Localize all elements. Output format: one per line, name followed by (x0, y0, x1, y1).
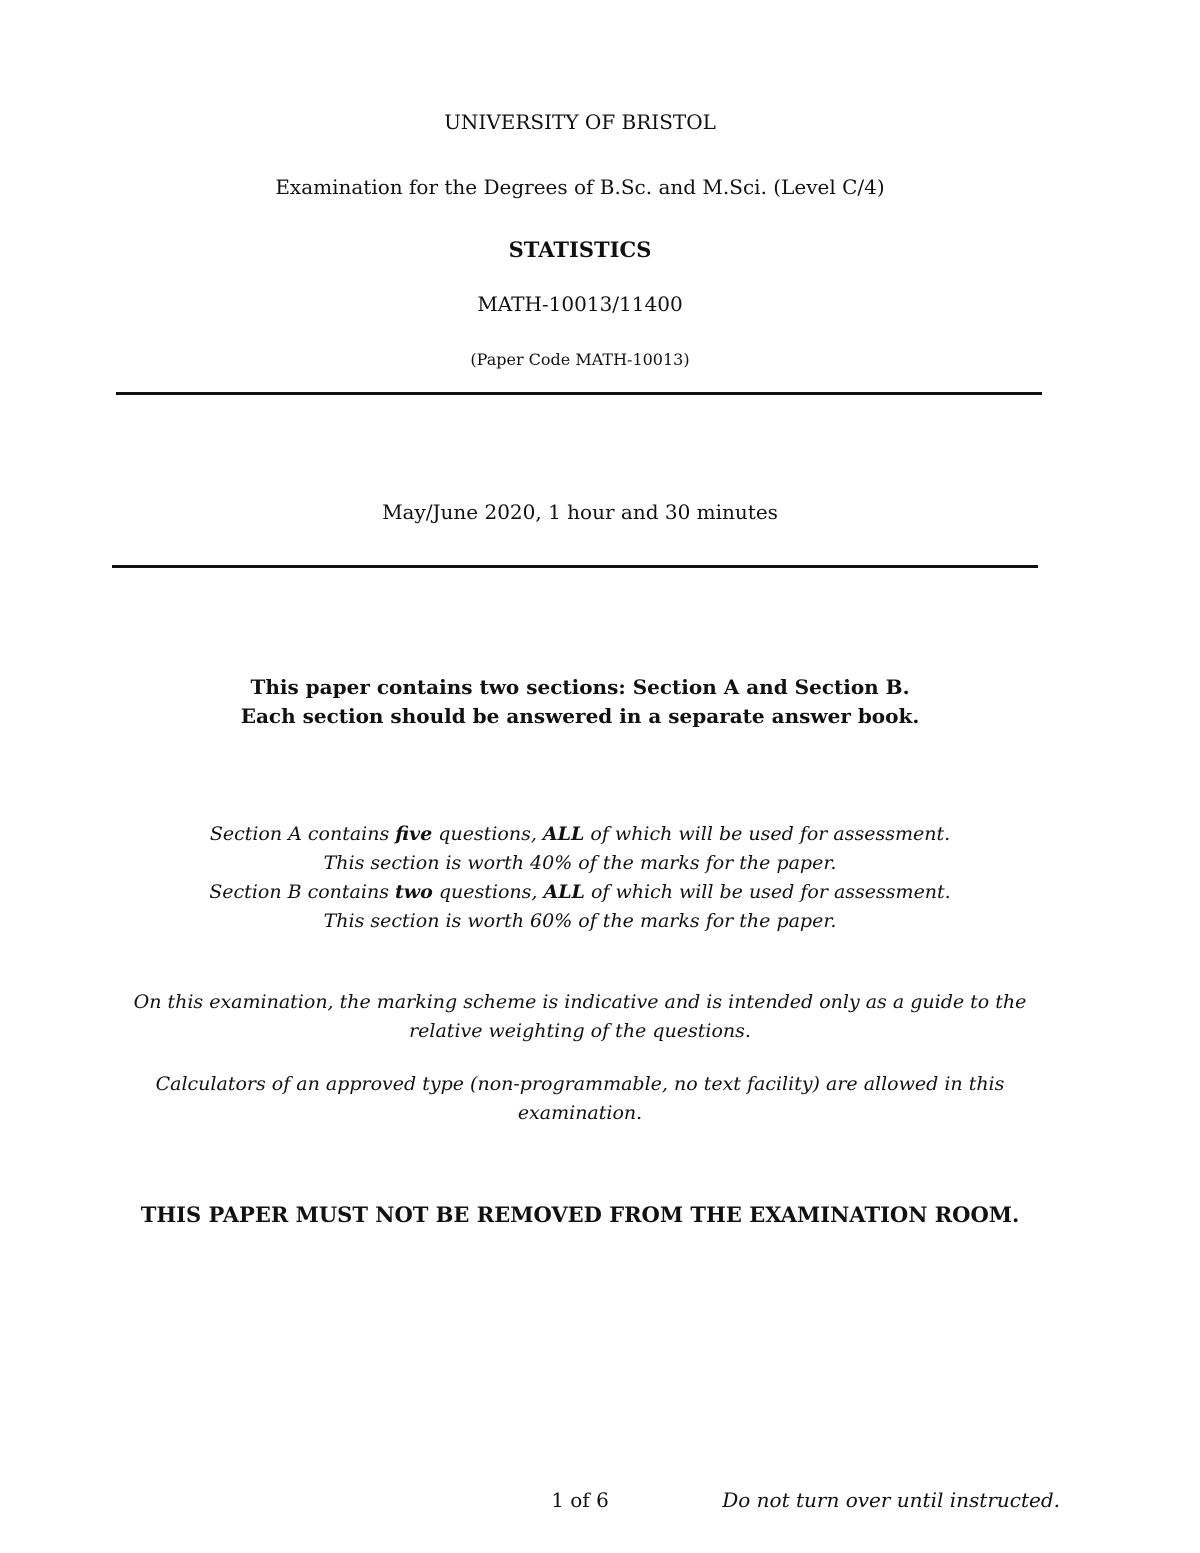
section-b-worth: This section is worth 60% of the marks for the paper. (323, 910, 837, 932)
removal-warning: THIS PAPER MUST NOT BE REMOVED FROM THE EXAMINATION ROOM. (140, 1202, 1020, 1227)
section-a-worth: This section is worth 40% of the marks for the paper. (323, 852, 837, 874)
section-a-prefix: Section A contains (209, 823, 396, 845)
sections-line-1: This paper contains two sections: Section A and Section B. (250, 675, 910, 699)
section-a-suffix: of which will be used for assessment. (584, 823, 951, 845)
page-number: 1 of 6 (551, 1488, 609, 1512)
marking-scheme-note: On this examination, the marking scheme is indicative and is intended only as a guide to the relative weighting of the questions. (133, 991, 1027, 1042)
section-b-prefix: Section B contains (209, 881, 395, 903)
section-b-suffix: of which will be used for assessment. (584, 881, 951, 903)
exam-date-duration: May/June 2020, 1 hour and 30 minutes (382, 500, 778, 524)
section-a-questions (0, 820, 1160, 849)
bottom-divider (112, 565, 1038, 568)
assessment-info (0, 820, 1160, 936)
paper-code: (Paper Code MATH-10013) (470, 350, 690, 369)
footer-instruction: Do not turn over until instructed. (722, 1488, 1060, 1512)
subject-title: STATISTICS (508, 237, 652, 262)
top-divider (116, 392, 1042, 395)
course-code: MATH-10013/11400 (477, 292, 683, 316)
university-name: UNIVERSITY OF BRISTOL (444, 110, 716, 134)
section-a-mid: questions, (432, 823, 543, 845)
section-b-all: ALL (543, 881, 585, 903)
sections-line-2: Each section should be answered in a separate answer book. (240, 704, 920, 728)
section-b-mid: questions, (432, 881, 544, 903)
calculators-note: Calculators of an approved type (non-programmable, no text facility) are allowed in this examination. (155, 1073, 1005, 1124)
section-b-count: two (394, 881, 433, 903)
section-b-questions (0, 878, 1160, 907)
examination-description: Examination for the Degrees of B.Sc. and M.Sci. (Level C/4) (275, 175, 885, 199)
section-a-count: five (395, 823, 433, 845)
sections-info (0, 673, 1160, 731)
section-a-all: ALL (542, 823, 585, 845)
